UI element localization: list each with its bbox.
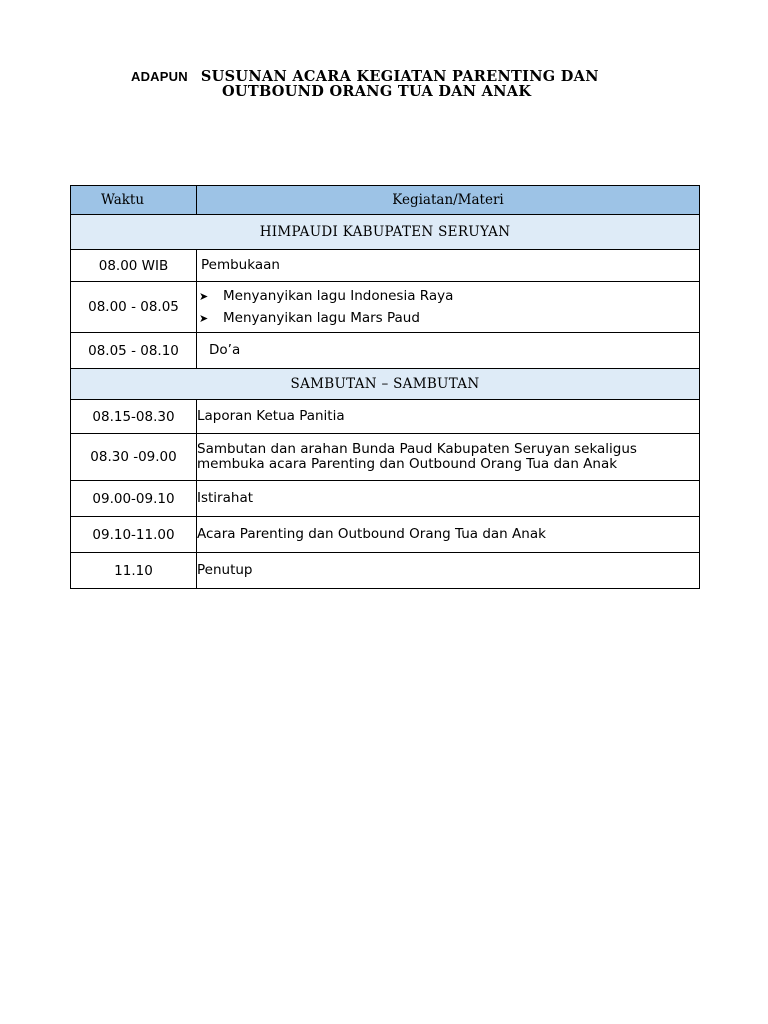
time-cell: 09.00-09.10 [71, 481, 197, 517]
section-title: SAMBUTAN – SAMBUTAN [71, 369, 700, 400]
schedule-table [70, 185, 700, 589]
title-main-text: SUSUNAN ACARA KEGIATAN PARENTING DAN [200, 68, 599, 85]
activity-cell: Pembukaan [197, 250, 700, 282]
time-cell: 08.05 - 08.10 [71, 333, 197, 369]
activity-cell: Laporan Ketua Panitia [197, 400, 700, 434]
time-cell: 08.15-08.30 [71, 400, 197, 434]
section-title: HIMPAUDI KABUPATEN SERUYAN [71, 215, 700, 250]
section-row [71, 215, 700, 250]
section-row [71, 369, 700, 400]
arrowhead-bullet-icon: ➤ [199, 311, 209, 325]
list-item [199, 307, 699, 329]
table-row [71, 250, 700, 282]
activity-cell: Acara Parenting dan Outbound Orang Tua dan Anak [197, 517, 700, 553]
table-row [71, 481, 700, 517]
header-time: Waktu [71, 186, 197, 215]
bullet-list [197, 285, 699, 329]
table-row [71, 517, 700, 553]
time-cell: 11.10 [71, 553, 197, 589]
arrowhead-bullet-icon: ➤ [199, 289, 209, 303]
header-activity: Kegiatan/Materi [197, 186, 700, 215]
activity-cell: Penutup [197, 553, 700, 589]
time-cell: 08.30 -09.00 [71, 434, 197, 481]
activity-cell [197, 282, 700, 333]
table-header-row [71, 186, 700, 215]
time-cell: 08.00 - 08.05 [71, 282, 197, 333]
table-row [71, 434, 700, 481]
list-item [199, 285, 699, 307]
title-prefix: ADAPUN [131, 69, 188, 84]
time-cell: 09.10-11.00 [71, 517, 197, 553]
activity-cell: Sambutan dan arahan Bunda Paud Kabupaten Seruyan sekaligus membuka acara Parenting dan Outbound Orang Tua dan Anak [197, 434, 700, 481]
time-cell: 08.00 WIB [71, 250, 197, 282]
activity-cell: Do’a [197, 333, 700, 369]
table-row [71, 333, 700, 369]
table-row [71, 282, 700, 333]
activity-cell: Istirahat [197, 481, 700, 517]
title-line-2: OUTBOUND ORANG TUA DAN ANAK [222, 83, 532, 100]
table-row [71, 400, 700, 434]
list-item-text: Menyanyikan lagu Indonesia Raya [223, 287, 454, 304]
list-item-text: Menyanyikan lagu Mars Paud [223, 309, 420, 326]
table-row [71, 553, 700, 589]
